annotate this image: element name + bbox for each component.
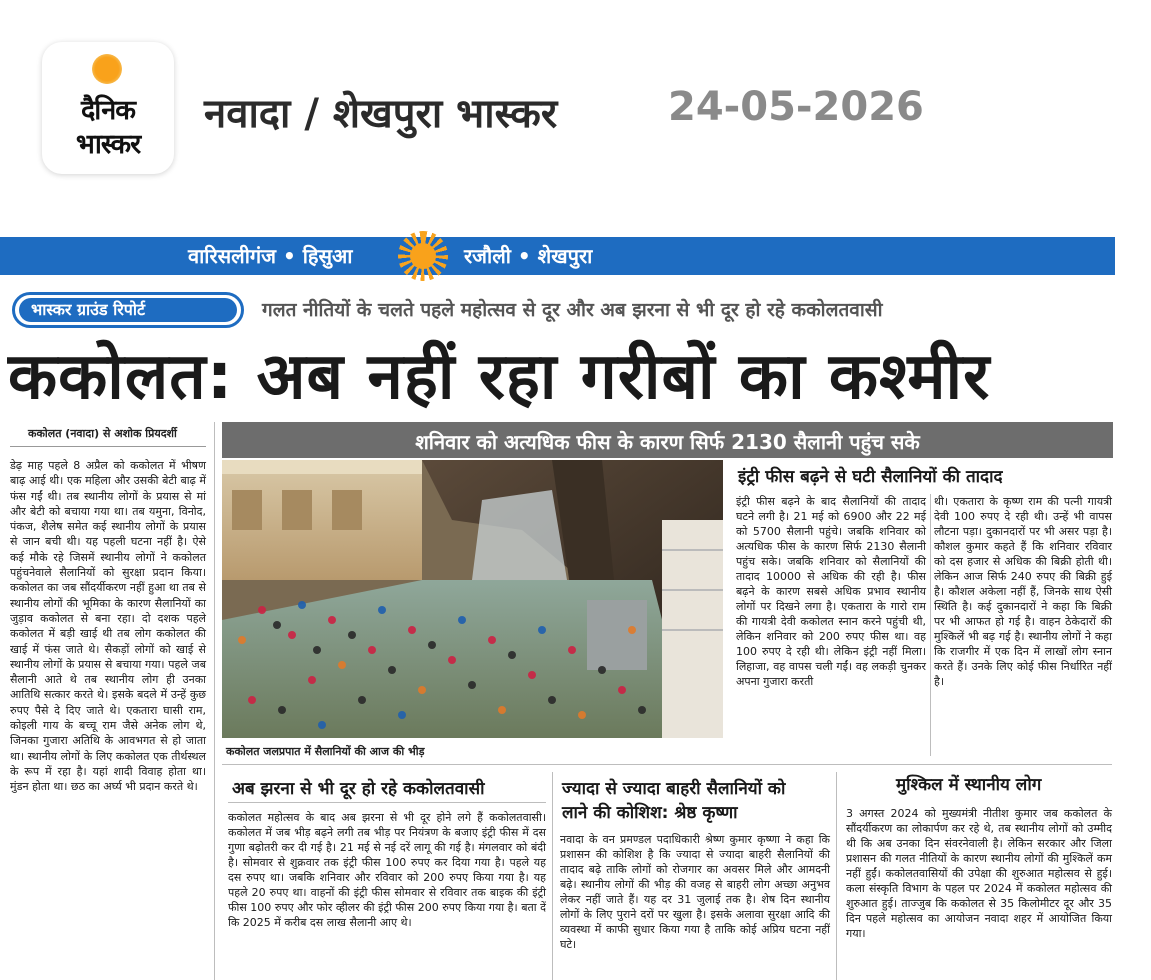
sun-logo-icon [92, 54, 122, 84]
logo-line-2: भास्कर [75, 129, 141, 160]
column-divider [930, 494, 931, 756]
logo-line-1: दैनिक [80, 95, 136, 126]
edition-title: नवादा / शेखपुरा भास्कर [204, 91, 558, 137]
page-section-strip [0, 237, 1115, 275]
photo-headline: शनिवार को अत्यधिक फीस के कारण सिर्फ 2130 सैलानी पहुंच सके [415, 430, 920, 454]
column-divider [552, 772, 553, 980]
section-entry-fee-col-b: थी। एकतारा के कृष्ण राम की पत्नी गायत्री देवी 100 रुपए दे रही थी। उन्हें भी वापस लौटना पड़ा। दुकानदारों पर भी असर पड़ा है। कौशल कुमार कहते हैं कि शनिवार रविवार को दस हजार से अधिक की बिक्री होती थी। लेकिन आज सिर्फ 240 रुपए की बिक्री हुई है। कौशल अकेला नहीं हैं, जिनके साथ ऐसी स्थिति है। कई दुकानदारों ने कहा कि बिक्री पर भी आफत हो गई है। वाहन ठेकेदारों की मुश्किलें भी बढ़ गई है। स्थानीय लोगों ने कहा कि राजगीर में एक दिन में लाखों लोग स्नान करते हैं। उनके लिए कोई फीस निर्धारित नहीं है। [934, 495, 1112, 688]
strip-right-towns: रजौली • शेखपुरा [464, 244, 593, 268]
photo-headline-bar [222, 422, 1113, 458]
app-header [0, 0, 1151, 215]
story-byline: ककोलत (नवादा) से अशोक प्रियदर्शी [28, 427, 177, 440]
section-heading-entry-fee: इंट्री फीस बढ़ने से घटी सैलानियों की तादाद [738, 467, 1003, 487]
byline-divider [10, 446, 206, 447]
section-heading-outside-tourists: ज्यादा से ज्यादा बाहरी सैलानियों को [562, 779, 786, 799]
section-divider [222, 764, 1112, 765]
section-outside-tourists-body: नवादा के वन प्रमण्डल पदाधिकारी श्रेष्ण कुमार कृष्णा ने कहा कि प्रशासन की कोशिश है कि ज्यादा से ज्यादा बाहरी सैलानियों की तादाद बढ़े ताकि लोगों को रोजगार का अवसर मिले और आमदनी बढ़े। स्थानीय लोगों की भीड़ की वजह से बाहरी लोग अच्छा अनुभव लेकर नहीं जाते हैं। यह दर 31 जुलाई तक है। शेष दिन स्थानीय लोगों के लिए पुराने दरों पर खुला है। इसके अलावा सुरक्षा आदि की व्यवस्था में काफी सुधार किया गया है ताकि कोई अप्रिय घटना नहीं घटे। [560, 833, 830, 951]
section-waterfall-body: ककोलत महोत्सव के बाद अब झरना से भी दूर होने लगे हैं ककोलतवासी। ककोलत में जब भीड़ बढ़ने लगी तब भीड़ पर नियंत्रण के बजाए इंट्री फीस में दस गुणा बढ़ोतरी कर दी गई है। 21 मई से नई दरें लागू की गई है। मंगलवार को बंदी है। सोमवार से शुक्रवार तक इंट्री फीस 100 रुपए कर दिया गया है। पहले यह दस रुपए था। जबकि शनिवार और रविवार को 200 रुपए किया गया है। यह पहले 20 रुपए था। वाहनों की इंट्री फीस सोमवार से रविवार तक बाइक की इंट्री फीस 100 रुपए और फोर व्हीलर की इंट्री फीस 200 रुपए किया गया है। बता दें कि 2025 में करीब दस लाख सैलानी आए थे। [228, 811, 546, 929]
column-divider [214, 422, 215, 980]
section-heading-outside-tourists-2: लाने की कोशिश: श्रेष्ठ कृष्णा [562, 803, 738, 823]
section-locals-trouble-body: 3 अगस्त 2024 को मुख्यमंत्री नीतीश कुमार जब ककोलत के सौंदर्यीकरण का लोकार्पण कर रहे थे, तब स्थानीय लोगों को उम्मीद थी कि अब उनका दिन संवरनेवाली है। लेकिन सरकार और जिला प्रशासन की गलत नीतियों के कारण स्थानीय लोगों की मुश्किलें कम नहीं हुईं। ककोलतवासियों की उपेक्षा की शुरुआत महोत्सव से हुई। कला संस्कृति विभाग के पहल पर 2024 में ककोलत महोत्सव की शुरुआत हुई। ताज्जुब कि ककोलत से 35 किलोमीटर दूर और 35 दिन पहले महोत्सव का आयोजन नवादा शहर में आयोजित किया गया। [846, 807, 1112, 940]
strip-left-towns: वारिसलीगंज • हिसुआ [188, 244, 353, 268]
story-column-1: डेढ़ माह पहले 8 अप्रैल को ककोलत में भीषण बाढ़ आई थी। एक महिला और उसकी बेटी बाढ़ में फंस गईं थी। तब स्थानीय लोगों के प्रयास से मां और बेटी को बचाया गया था। तब यमुना, विनोद, पंकज, शैलेष समेत कई स्थानीय लोगों के प्रयास से जान बची थी। यह पहली घटना नहीं है। ऐसे कई मौके रहे जिसमें स्थानीय लोगों ने ककोलत पहुंचनेवाले सैलानियों को सुरक्षा प्रदान किया। ककोलत का जब सौंदर्यीकरण नहीं हुआ था तब से स्थानीय लोगों की भूमिका के कारण सैलानियों का जुड़ाव ककोलत से बना रहा। दो दशक पहले ककोलत में बड़ी खाई थी तब लोग ककोलत की खाई में फंस जाते थे। सैकड़ों लोगों को खाई से स्थानीय लोगों के प्रयास से बचाया गया। पहले जब सैलानी आते थे तब स्थानीय लोग ही उनका आतिथि सत्कार करते थे। इसके बदले में उन्हें कुछ रुपए पैसे दे दिए जाते थे। एकतारा घासी राम, कोइली गाय के बच्चू राम जैसे अनेक लोग थे, जिनका गुजारा अतिथि के आवभगत से हो जाता था। स्थानीय लोगों के लिए ककोलत एक तीर्थस्थल के रूप में रहा है। यहां शादी विवाह होता था। मुंडन होता था। छठ का अर्घ्य भी प्रदान करते थे। [10, 459, 206, 794]
sun-emblem-icon [398, 231, 448, 281]
photo-caption: ककोलत जलप्रपात में सैलानियों की आज की भीड़ [226, 745, 425, 758]
ground-report-label: भास्कर ग्राउंड रिपोर्ट [19, 298, 237, 322]
ground-report-tag [12, 292, 244, 328]
heading-underline [228, 802, 546, 803]
edition-date: 24-05-2026 [668, 84, 924, 130]
section-heading-locals-trouble: मुश्किल में स्थानीय लोग [896, 775, 1042, 795]
story-kicker: गलत नीतियों के चलते पहले महोत्सव से दूर और अब झरना से भी दूर हो रहे ककोलतवासी [262, 299, 883, 321]
dainik-bhaskar-logo[interactable] [42, 42, 174, 174]
waterfall-crowd-photo[interactable] [222, 460, 723, 738]
section-entry-fee-col-a: इंट्री फीस बढ़ने के बाद सैलानियों की तादाद घटने लगी है। 21 मई को 6900 और 22 मई को 5700 सैलानी पहुंचे। जबकि शनिवार को अत्यधिक फीस के कारण सिर्फ 2130 सैलानी पहुंच सके। जबकि शनिवार को सैलानियों की तादाद 10000 से अधिक की रही है। फीस बढ़ने के कारण सबसे अधिक प्रभाव स्थानीय लोगों पर दिखने लगा है। एकतारा के गारो राम की गायत्री देवी ककोलत स्नान करने पहुंची थी, लेकिन शनिवार को 200 रुपए फीस था। वह 100 रुपए दे रही थी। लेकिन इंट्री नहीं मिला। लिहाजा, वह वापस चली गईं। वह लकड़ी चुनकर अपना गुजारा करती [736, 495, 926, 688]
column-divider [836, 772, 837, 980]
waterfall-photo-graphic [222, 460, 723, 738]
section-heading-waterfall: अब झरना से भी दूर हो रहे ककोलतवासी [232, 779, 485, 799]
story-headline: ककोलत: अब नहीं रहा गरीबों का कश्मीर [8, 340, 991, 414]
